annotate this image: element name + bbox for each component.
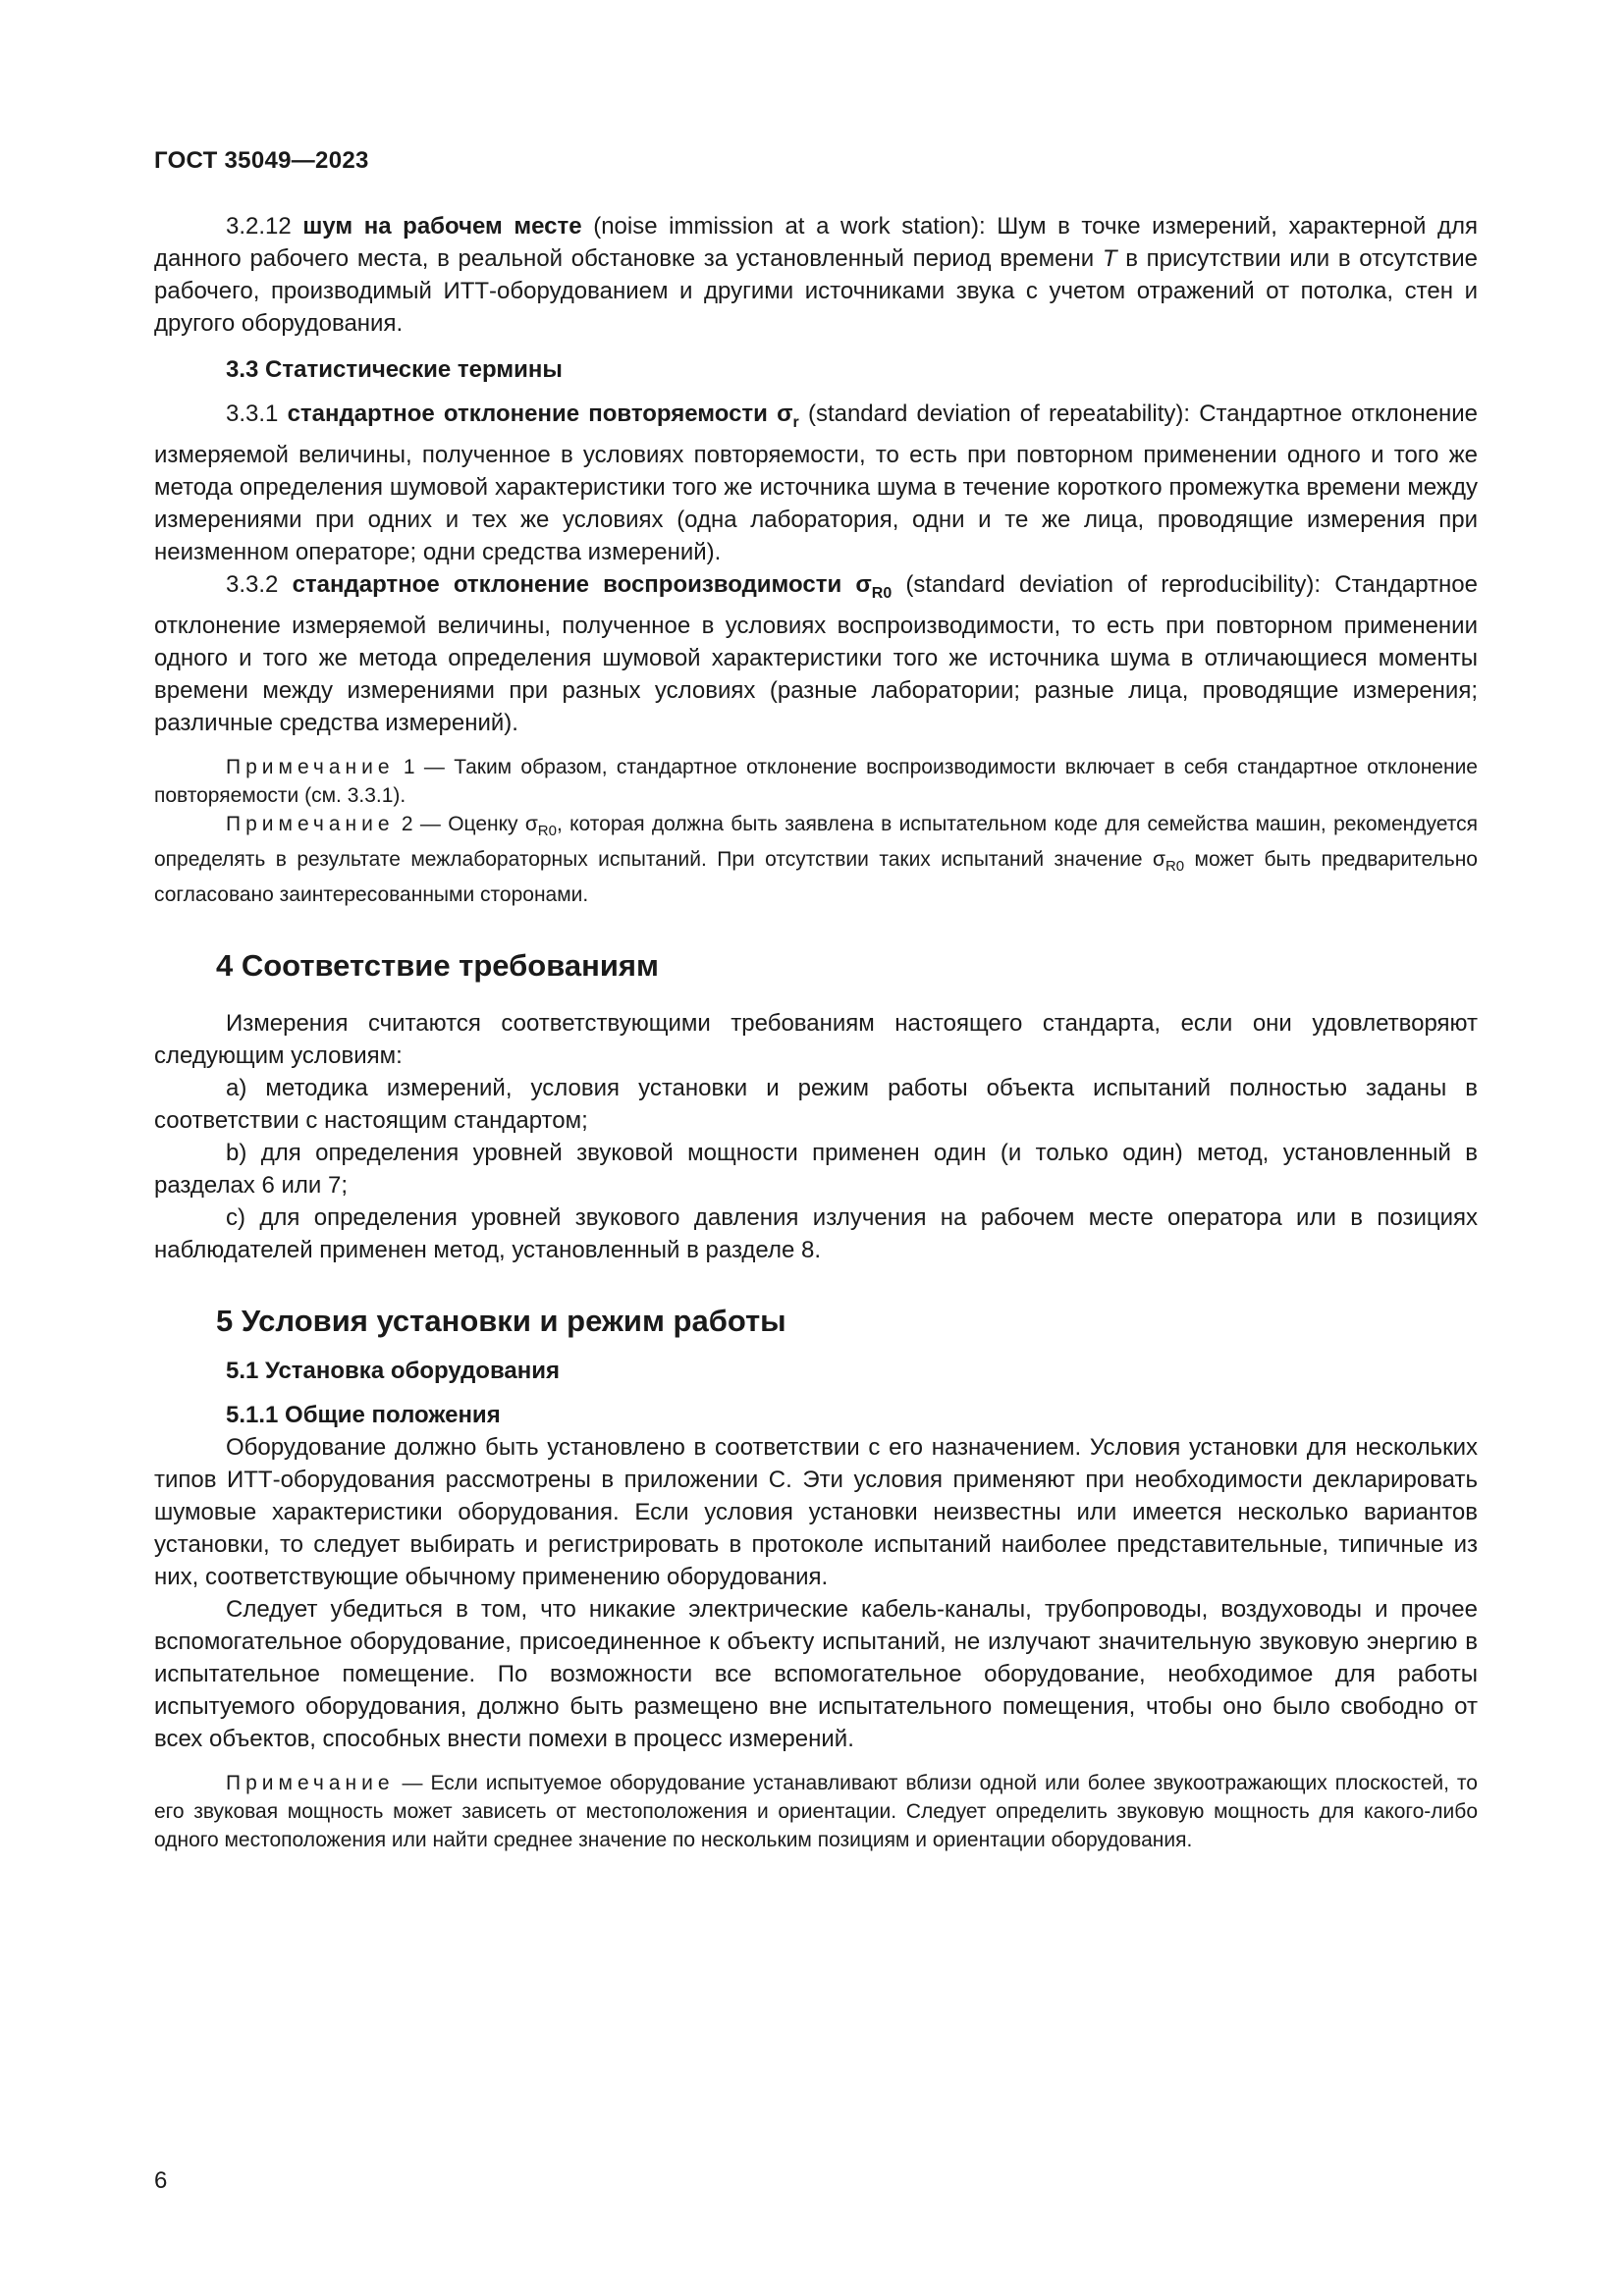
- definition-text: (standard deviation of reproducibility): Стандартное отклонение измеряемой величины, полученное в условиях воспроизводимости, то есть при повторном применении одного и того же метода определения шумовой характеристики того же источника шума в отличающиеся моменты времени между измерениями при разных условиях (разные лаборатории; разные лица, проводящие измерения; различные средства измерений).: [154, 571, 1479, 736]
- note-2: [154, 810, 1478, 909]
- heading-5-1: 5.1 Установка оборудования: [226, 1358, 561, 1384]
- document-page: [154, 147, 1478, 1854]
- section-4-item-a: a) методика измерений, условия установки и режим работы объекта испытаний полностью заданы в соответствии с настоящим стандартом;: [154, 1075, 1478, 1134]
- clause-number: 3.2.12: [226, 213, 292, 240]
- definition-3-3-1: [154, 398, 1478, 568]
- note-subscript: R0: [1164, 858, 1185, 875]
- section-4-intro: Измерения считаются соответствующими требованиям настоящего стандарта, если они удовлетворяют следующим условиям:: [154, 1010, 1478, 1069]
- note-text: может быть предварительно согласовано заинтересованными сторонами.: [154, 848, 1478, 906]
- section-5-note: [154, 1769, 1478, 1854]
- definition-text: (standard deviation of repeatability): Стандартное отклонение измеряемой величины, полученное в условиях повторяемости, то есть при повторном применении одного и того же метода определения шумовой характеристики того же источника шума в течение короткого промежутка времени между измерениями при одних и тех же условиях (одна лаборатория, одни и те же лица, проводящие измерения при неизменном операторе; одни средства измерений).: [154, 400, 1478, 565]
- term: [292, 571, 893, 602]
- clause-number: 3.3.2: [226, 571, 279, 598]
- definition-3-3-2: [154, 568, 1478, 739]
- term-text: стандартное отклонение воспроизводимости σ: [292, 571, 872, 598]
- term-subscript: r: [792, 414, 799, 431]
- term-subscript: R0: [871, 585, 893, 602]
- section-4-item-c: c) для определения уровней звукового давления излучения на рабочем месте оператора или в позициях наблюдателей применен метод, установленный в разделе 8.: [154, 1204, 1478, 1263]
- note-text: — Если испытуемое оборудование устанавливают вблизи одной или более звукоотражающих плоскостей, то его звуковая мощность может зависеть от местоположения и ориентации. Следует определить звуковую мощность для какого-либо одного местоположения или найти среднее значение по нескольким позициям и ориентации оборудования.: [154, 1772, 1478, 1851]
- definition-text: в присутствии или в отсутствие рабочего, производимый ИТТ-оборудованием и другими источниками звука с учетом отражений от потолка, стен и другого оборудования.: [154, 245, 1479, 337]
- note-text: 2 — Оценку σ: [394, 813, 538, 835]
- page-number: 6: [154, 2167, 168, 2194]
- note-subscript: R0: [537, 823, 557, 839]
- clause-number: 3.3.1: [226, 400, 279, 427]
- section-5-paragraph-1: Оборудование должно быть установлено в соответствии с его назначением. Условия установки для нескольких типов ИТТ-оборудования рассмотрены в приложении С. Эти условия применяют при необходимости декларировать шумовые характеристики оборудования. Если условия установки неизвестны или имеется несколько вариантов установки, то следует выбирать и регистрировать в протоколе испытаний наиболее представительные, типичные из них, соответствующие обычному применению оборудования.: [154, 1434, 1478, 1590]
- note-label: Примечание: [226, 813, 395, 835]
- section-4-item-b: b) для определения уровней звуковой мощности применен один (и только один) метод, установленный в разделах 6 или 7;: [154, 1140, 1478, 1199]
- note-label: Примечание: [226, 756, 395, 778]
- term: [287, 400, 799, 431]
- note-text: , которая должна быть заявлена в испытательном коде для семейства машин, рекомендуется определять в результате межлабораторных испытаний. При отсутствии таких испытаний значение σ: [154, 813, 1478, 871]
- term: шум на рабочем месте: [302, 213, 582, 240]
- section-5-paragraph-2: Следует убедиться в том, что никакие электрические кабель-каналы, трубопроводы, воздуховоды и прочее вспомогательное оборудование, присоединенное к объекту испытаний, не излучают значительную звуковую энергию в испытательное помещение. По возможности все вспомогательное оборудование, необходимое для работы испытуемого оборудования, должно быть размещено вне испытательного помещения, чтобы оно было свободно от всех объектов, способных внести помехи в процесс измерений.: [154, 1596, 1478, 1752]
- heading-5-1-1: 5.1.1 Общие положения: [226, 1402, 501, 1428]
- heading-3-3: 3.3 Статистические термины: [226, 356, 563, 383]
- heading-4: 4 Соответствие требованиям: [216, 948, 659, 983]
- definition-text: (noise immission at a work station): Шум в точке измерений, характерной для данного рабочего места, в реальной обстановке за установленный период времени: [154, 213, 1479, 272]
- note-text: 1 — Таким образом, стандартное отклонение воспроизводимости включает в себя стандартное отклонение повторяемости (см. 3.3.1).: [154, 756, 1478, 807]
- heading-5: 5 Условия установки и режим работы: [216, 1304, 786, 1338]
- definition-3-2-12: [154, 210, 1478, 340]
- note-1: [154, 753, 1478, 810]
- document-header: ГОСТ 35049—2023: [154, 147, 369, 174]
- note-label: Примечание: [226, 1772, 395, 1794]
- symbol-t: T: [1102, 245, 1117, 272]
- term-text: стандартное отклонение повторяемости σ: [287, 400, 793, 427]
